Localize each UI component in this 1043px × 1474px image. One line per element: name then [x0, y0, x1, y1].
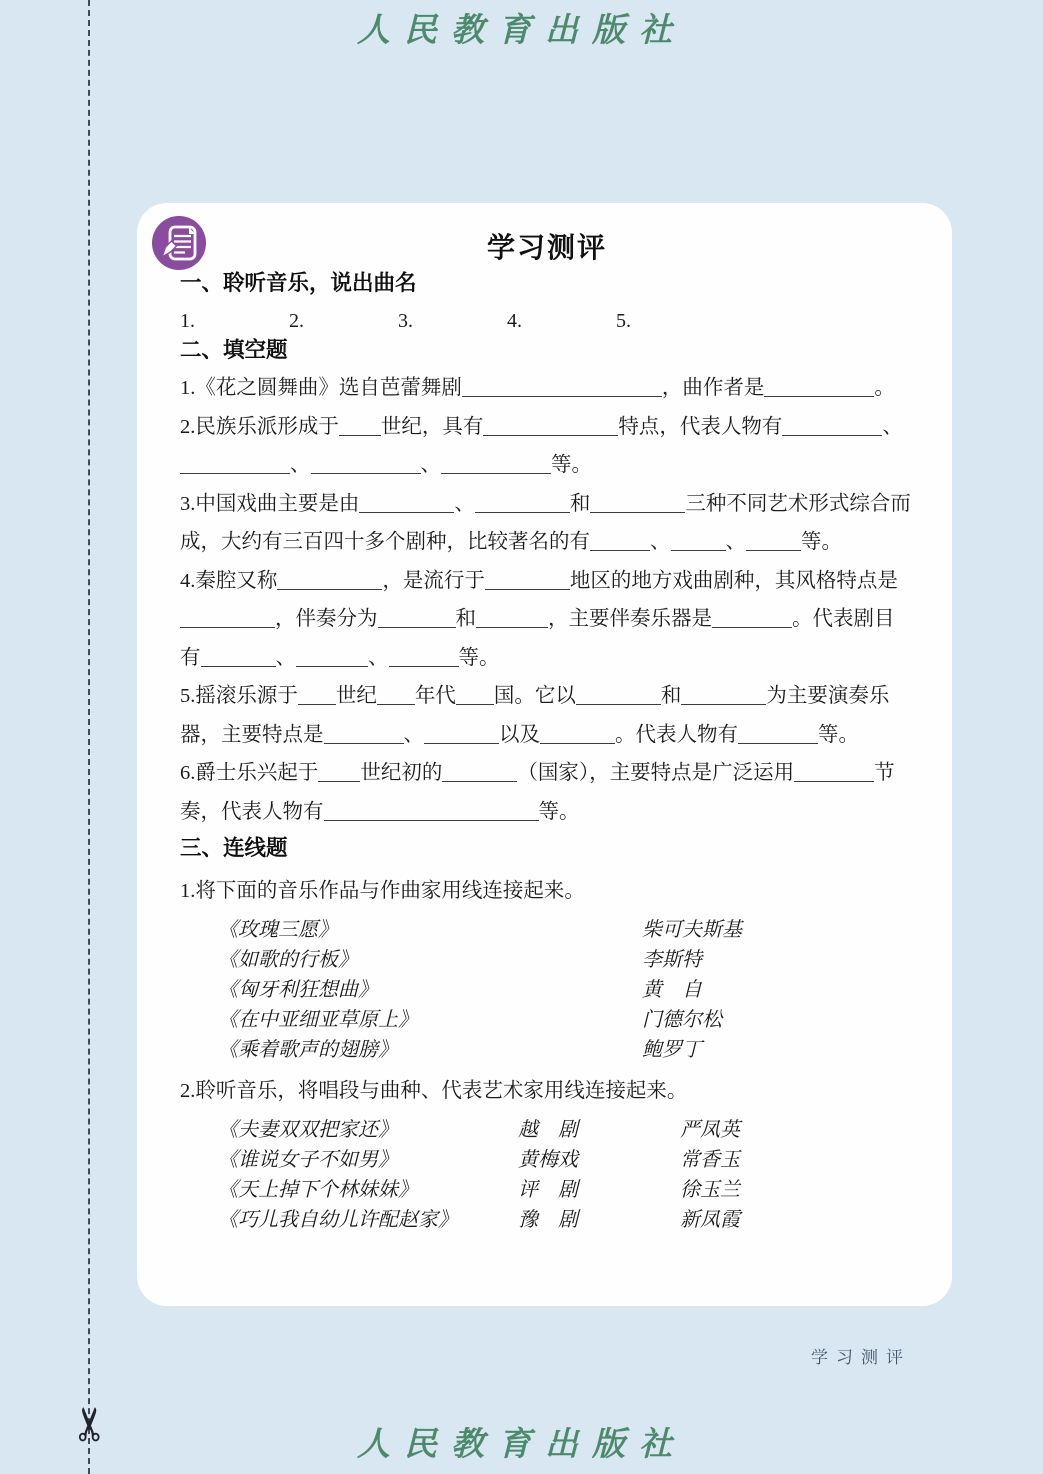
- listening-item-number: 3.: [398, 310, 413, 332]
- answer-blank: [378, 624, 456, 628]
- question-text: 、: [368, 646, 389, 669]
- question-text: 年代: [414, 685, 456, 707]
- match1-label: 1.将下面的音乐作品与作曲家用线连接起来。: [180, 880, 585, 902]
- listening-item-number: 5.: [616, 310, 631, 332]
- answer-blank: [456, 701, 494, 705]
- answer-blank: [441, 470, 551, 474]
- answer-blank: [424, 740, 499, 744]
- publisher-logo-top: 人民教育出版社: [357, 10, 686, 49]
- answer-blank: [712, 624, 792, 628]
- match-composer: 李斯特: [642, 946, 702, 971]
- match-row: [180, 912, 914, 942]
- fill-question: [180, 754, 914, 831]
- answer-blank: [339, 432, 381, 436]
- answer-blank: [180, 624, 275, 628]
- answer-blank: [462, 393, 662, 397]
- listening-items: [180, 310, 914, 333]
- question-text: 。代表剧目有: [180, 608, 895, 669]
- match-row: [180, 1032, 914, 1062]
- question-text: 和: [660, 685, 682, 707]
- question-text: 、: [290, 454, 311, 476]
- question-text: 、: [403, 723, 424, 746]
- fill-question: [180, 562, 914, 678]
- fill-question: [180, 369, 914, 408]
- match-row: [180, 1142, 914, 1172]
- answer-blank: [442, 778, 517, 782]
- question-text: 等。: [801, 531, 842, 553]
- match-artist: 常香玉: [680, 1146, 740, 1171]
- answer-blank: [746, 547, 801, 551]
- answer-blank: [782, 432, 882, 436]
- match-genre: 越 剧: [518, 1116, 578, 1141]
- question-text: 、: [882, 415, 903, 438]
- answer-blank: [324, 740, 404, 744]
- question-text: 世纪，具有: [380, 415, 484, 438]
- listening-item-number: 1.: [180, 310, 195, 332]
- question-text: 、: [454, 492, 475, 515]
- answer-blank: [738, 740, 818, 744]
- question-text: 和: [569, 492, 591, 515]
- question-text: 、: [275, 646, 296, 669]
- answer-blank: [764, 393, 874, 397]
- question-text: 4.秦腔又称: [180, 569, 278, 592]
- question-text: 等。: [458, 646, 500, 669]
- answer-blank: [576, 701, 661, 705]
- answer-blank: [377, 701, 415, 705]
- answer-blank: [359, 509, 454, 513]
- answer-blank: [475, 509, 570, 513]
- document-pen-icon: [151, 215, 207, 271]
- question-text: 2.民族乐派形成于: [180, 415, 339, 438]
- question-text: 等。: [551, 454, 592, 476]
- question-text: 地区的地方戏曲剧种，其风格特点是: [569, 569, 898, 592]
- question-text: 和: [455, 608, 476, 630]
- question-text: 国。它以: [493, 685, 576, 707]
- question-text: 三种不同艺术形式综合而成，大约有三百四十多个剧种，比较著名的有: [180, 492, 911, 553]
- match1-list: [180, 912, 914, 1062]
- question-text: ，是流行于: [382, 569, 485, 592]
- answer-blank: [476, 624, 548, 628]
- question-text: 为主要演奏乐器，主要特点是: [180, 685, 890, 746]
- match-row: [180, 942, 914, 972]
- question-text: ，主要伴奏乐器是: [548, 608, 712, 630]
- answer-blank: [277, 586, 382, 590]
- section3-heading: 三、连线题: [180, 836, 288, 860]
- answer-blank: [681, 701, 766, 705]
- fill-question: [180, 677, 914, 754]
- question-text: 节奏，代表人物有: [180, 762, 895, 823]
- listening-item-number: 2.: [289, 310, 304, 332]
- match-work: 《在中亚细亚草原上》: [218, 1006, 418, 1031]
- scissors-icon: ✂: [63, 1404, 117, 1444]
- question-text: 。: [874, 377, 895, 399]
- section2-heading: 二、填空题: [180, 338, 288, 362]
- cut-dashed-line: [88, 0, 90, 1474]
- section1-heading: 一、聆听音乐，说出曲名: [180, 271, 417, 295]
- fill-in-questions: [180, 369, 914, 831]
- match-row: [180, 1172, 914, 1202]
- answer-blank: [794, 778, 874, 782]
- question-text: 1.《花之圆舞曲》选自芭蕾舞剧: [180, 377, 462, 399]
- question-text: 世纪初的: [360, 762, 443, 784]
- answer-blank: [485, 586, 570, 590]
- question-text: （国家），主要特点是广泛运用: [517, 762, 795, 784]
- match-artist: 徐玉兰: [680, 1176, 740, 1201]
- match-artist: 新凤霞: [680, 1206, 740, 1231]
- match2-label: 2.聆听音乐，将唱段与曲种、代表艺术家用线连接起来。: [180, 1080, 688, 1102]
- listening-item-number: 4.: [507, 310, 522, 332]
- match-work: 《夫妻双双把家还》: [218, 1116, 398, 1141]
- answer-blank: [324, 817, 539, 821]
- match-genre: 豫 剧: [518, 1206, 578, 1231]
- page-title: 学习测评: [486, 232, 607, 263]
- question-text: ，曲作者是: [661, 377, 765, 399]
- match-artist: 严凤英: [680, 1116, 740, 1141]
- question-text: 、: [420, 454, 441, 476]
- match-row: [180, 1002, 914, 1032]
- match-work: 《天上掉下个林妹妹》: [218, 1176, 418, 1201]
- match-work: 《乘着歌声的翅膀》: [218, 1036, 398, 1061]
- match-work: 《匈牙利狂想曲》: [218, 976, 378, 1001]
- question-text: 、: [650, 531, 671, 553]
- answer-blank: [671, 547, 726, 551]
- match-row: [180, 1202, 914, 1232]
- question-text: ，伴奏分为: [275, 608, 378, 630]
- question-text: 以及: [499, 723, 540, 746]
- match-work: 《玫瑰三愿》: [218, 916, 338, 941]
- answer-blank: [180, 470, 290, 474]
- answer-blank: [201, 663, 276, 667]
- answer-blank: [296, 663, 368, 667]
- fill-question: [180, 408, 914, 485]
- match-row: [180, 972, 914, 1002]
- fill-question: [180, 485, 914, 562]
- answer-blank: [540, 740, 615, 744]
- answer-blank: [389, 663, 459, 667]
- answer-blank: [298, 701, 336, 705]
- match-composer: 柴可夫斯基: [642, 916, 742, 941]
- match-work: 《巧儿我自幼儿许配赵家》: [218, 1206, 458, 1231]
- match-work: 《谁说女子不如男》: [218, 1146, 398, 1171]
- question-text: 世纪: [335, 685, 377, 707]
- answer-blank: [483, 432, 618, 436]
- question-text: 等。: [818, 723, 859, 746]
- match-genre: 黄梅戏: [518, 1146, 578, 1171]
- match-composer: 鲍罗丁: [642, 1036, 702, 1061]
- match-row: [180, 1112, 914, 1142]
- match-work: 《如歌的行板》: [218, 946, 358, 971]
- answer-blank: [590, 509, 685, 513]
- question-text: 3.中国戏曲主要是由: [180, 492, 360, 515]
- question-text: 。代表人物有: [615, 723, 738, 746]
- question-text: 特点，代表人物有: [618, 415, 783, 438]
- answer-blank: [318, 778, 360, 782]
- question-text: 、: [725, 531, 746, 553]
- answer-blank: [311, 470, 421, 474]
- match2-list: [180, 1112, 914, 1232]
- match-composer: 门德尔松: [642, 1006, 722, 1031]
- question-text: 6.爵士乐兴起于: [180, 762, 319, 784]
- match-composer: 黄 自: [642, 976, 702, 1001]
- match-genre: 评 剧: [518, 1176, 578, 1201]
- answer-blank: [590, 547, 650, 551]
- publisher-logo-bottom: 人民教育出版社: [357, 1424, 686, 1463]
- page-footer-label: 学习测评: [811, 1348, 911, 1368]
- question-text: 5.摇滚乐源于: [180, 685, 298, 707]
- worksheet-card: [137, 203, 952, 1306]
- question-text: 等。: [538, 800, 580, 823]
